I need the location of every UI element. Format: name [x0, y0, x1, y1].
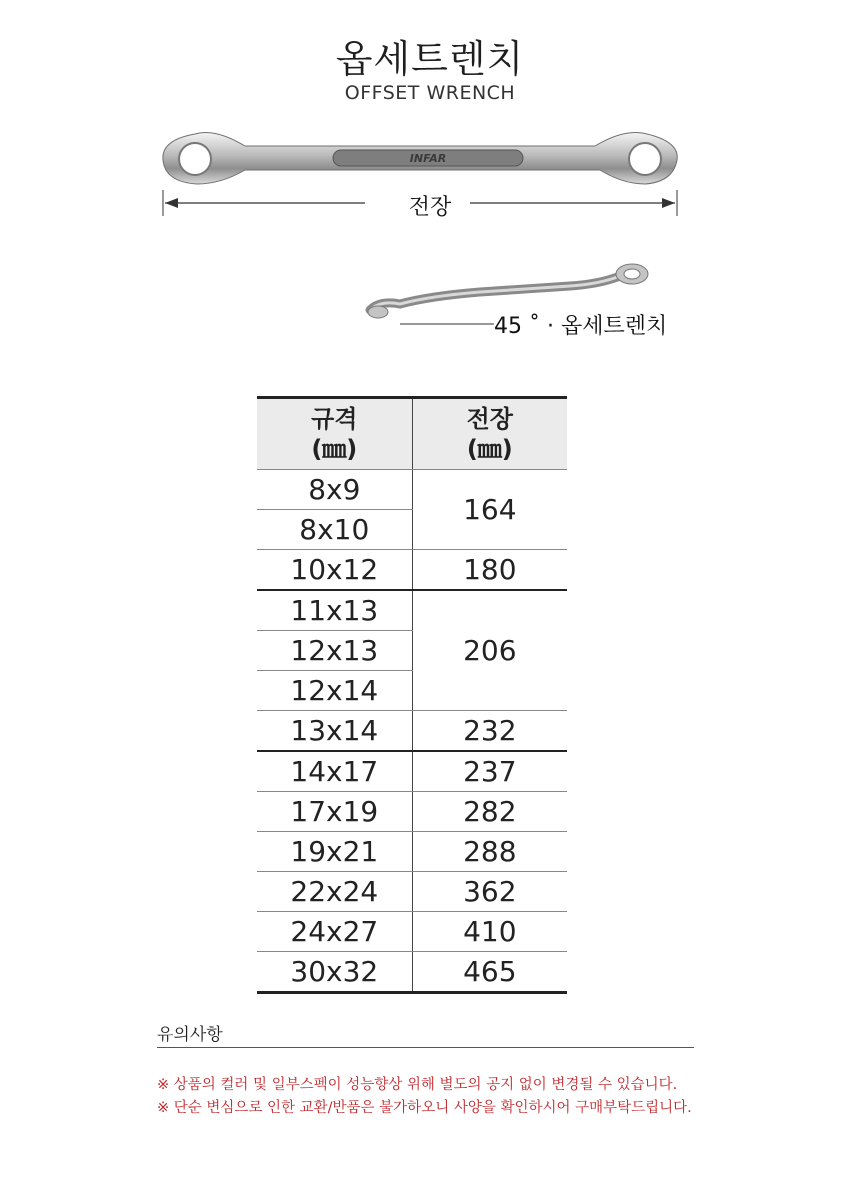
length-cell: 206: [412, 590, 567, 711]
table-row: [257, 952, 567, 993]
notice-title: 유의사항: [157, 1025, 223, 1045]
table-row: [257, 832, 567, 872]
wrench-brand-mark: INFAR: [409, 152, 447, 165]
size-cell: 19x21: [257, 832, 412, 872]
size-cell: 22x24: [257, 872, 412, 912]
size-cell: 8x9: [257, 470, 412, 510]
size-cell: 12x14: [257, 671, 412, 711]
length-cell: 288: [412, 832, 567, 872]
page-title: 옵세트렌치: [335, 37, 525, 81]
size-cell: 10x12: [257, 550, 412, 591]
page-subtitle: OFFSET WRENCH: [344, 82, 516, 104]
length-cell: 282: [412, 792, 567, 832]
header-length: 전장 (㎜): [412, 398, 567, 470]
size-cell: 14x17: [257, 751, 412, 792]
notice-divider: [157, 1047, 694, 1048]
table-row: [257, 550, 567, 591]
size-cell: 13x14: [257, 711, 412, 752]
table-row: [257, 470, 567, 510]
table-row: [257, 590, 567, 631]
length-cell: 362: [412, 872, 567, 912]
notice-item: ※ 상품의 컬러 및 일부스펙이 성능향상 위해 별도의 공지 없이 변경될 수 있습니다.: [157, 1077, 678, 1093]
notice-item: ※ 단순 변심으로 인한 교환/반품은 불가하오니 사양을 확인하시어 구매부탁드립니다.: [157, 1100, 692, 1116]
length-cell: 410: [412, 912, 567, 952]
length-cell: 164: [412, 470, 567, 550]
table-header-row: [257, 398, 567, 470]
size-cell: 17x19: [257, 792, 412, 832]
header-size: 규격 (㎜): [257, 398, 412, 470]
table-row: [257, 751, 567, 792]
length-label: 전장: [408, 195, 452, 220]
size-cell: 30x32: [257, 952, 412, 993]
length-cell: 180: [412, 550, 567, 591]
table-row: [257, 792, 567, 832]
table-row: [257, 711, 567, 752]
size-cell: 11x13: [257, 590, 412, 631]
table-row: [257, 912, 567, 952]
size-cell: 24x27: [257, 912, 412, 952]
angle-label: 45 ˚ · 옵세트렌치: [494, 314, 668, 339]
length-cell: 232: [412, 711, 567, 752]
length-cell: 237: [412, 751, 567, 792]
spec-table: [257, 396, 567, 994]
length-cell: 465: [412, 952, 567, 993]
size-cell: 8x10: [257, 510, 412, 550]
size-cell: 12x13: [257, 631, 412, 671]
table-row: [257, 872, 567, 912]
offset-wrench-image: [155, 124, 685, 194]
